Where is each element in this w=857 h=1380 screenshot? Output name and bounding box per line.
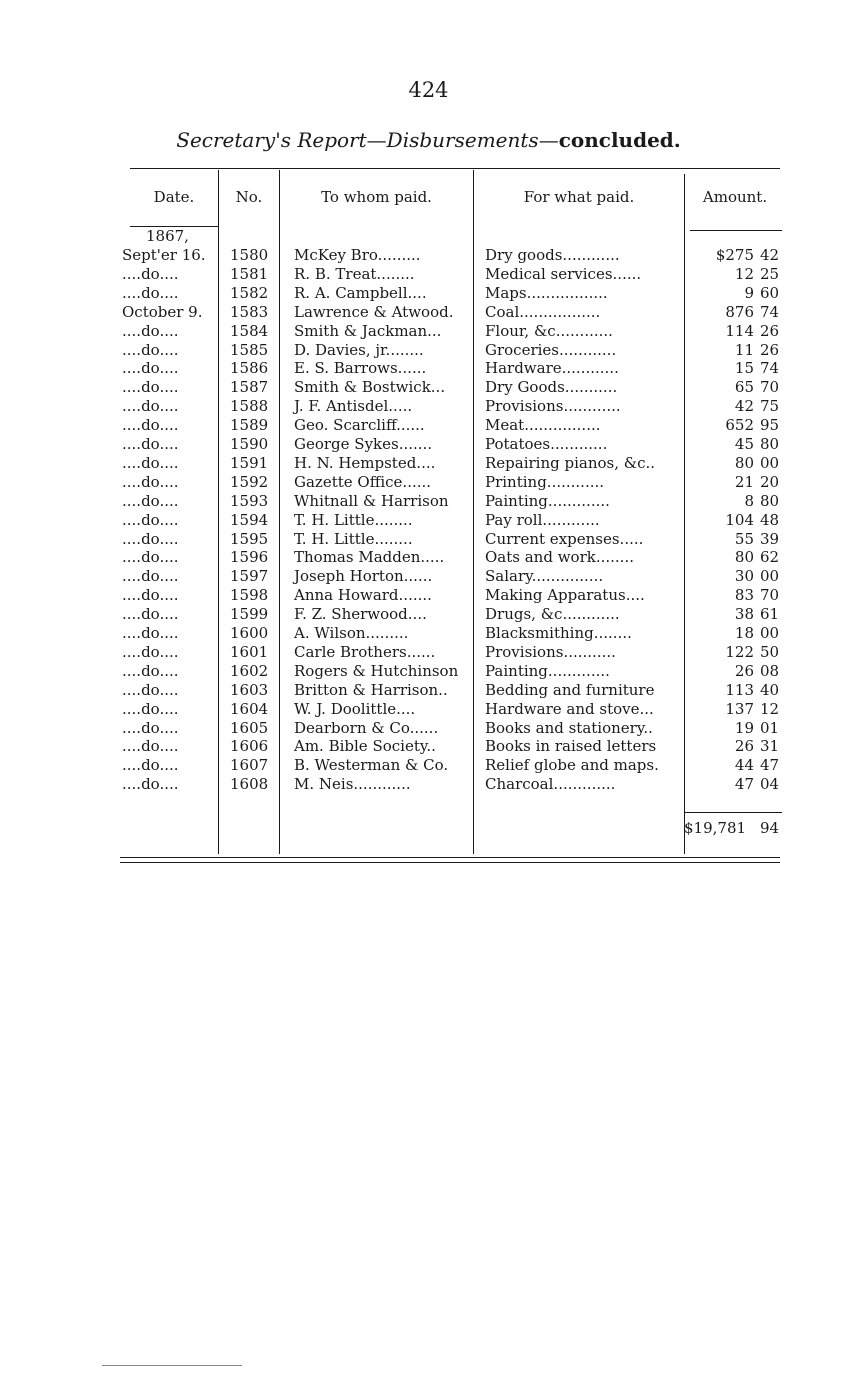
cell-paid-to: Smith & Jackman... (294, 321, 442, 340)
year-label: 1867, (146, 227, 189, 245)
cell-amount-cents: 70 (760, 378, 780, 397)
table-row (0, 378, 857, 397)
cell-amount-dollars: 26 (734, 661, 754, 680)
cell-date: ....do.... (122, 605, 179, 624)
column-header-paid-to: To whom paid. (321, 188, 432, 206)
cell-number: 1585 (230, 340, 269, 359)
cell-number: 1591 (230, 453, 269, 472)
table-row (0, 284, 857, 303)
cell-paid-for: Salary............... (485, 567, 604, 586)
cell-paid-for: Repairing pianos, &c.. (485, 453, 656, 472)
cell-number: 1584 (230, 321, 269, 340)
cell-amount-cents: 31 (760, 737, 780, 756)
cell-paid-to: Rogers & Hutchinson (294, 661, 459, 680)
heading-concluded: concluded. (558, 128, 681, 152)
heading-dash-2: — (538, 128, 559, 152)
cell-paid-for: Dry goods............ (485, 246, 620, 264)
cell-date: ....do.... (122, 718, 179, 737)
cell-number: 1593 (230, 491, 269, 510)
total-rule (684, 812, 782, 813)
cell-amount-cents: 01 (760, 718, 780, 737)
cell-paid-for: Blacksmithing........ (485, 624, 632, 642)
cell-number: 1587 (230, 378, 269, 397)
table-row (0, 454, 857, 473)
cell-paid-to: H. N. Hempsted.... (294, 453, 436, 472)
cell-number: 1601 (230, 642, 269, 661)
cell-amount-cents: 12 (760, 699, 780, 718)
cell-amount-cents: 62 (760, 548, 780, 567)
cell-amount-dollars: 9 (744, 283, 754, 302)
table-row (0, 586, 857, 605)
cell-amount-dollars: 47 (734, 775, 754, 794)
cell-paid-for: Current expenses..... (485, 529, 644, 548)
cell-amount-dollars: 65 (734, 378, 754, 397)
cell-amount-dollars: 83 (734, 586, 754, 605)
cell-amount-cents: 61 (760, 605, 780, 624)
cell-paid-for: Books in raised letters (485, 737, 657, 756)
cell-amount-dollars: 12 (734, 264, 754, 283)
cell-date: ....do.... (122, 283, 179, 302)
table-row (0, 341, 857, 360)
cell-number: 1594 (230, 510, 269, 529)
cell-amount-dollars: 55 (734, 529, 754, 548)
cell-number: 1586 (230, 359, 269, 378)
cell-paid-to: Am. Bible Society.. (294, 737, 436, 756)
cell-date: ....do.... (122, 624, 179, 642)
cell-amount-cents: 80 (760, 491, 780, 510)
cell-amount-dollars: 18 (734, 624, 754, 642)
cell-amount-cents: 80 (760, 435, 780, 453)
cell-paid-for: Medical services...... (485, 264, 642, 283)
table-row (0, 681, 857, 700)
cell-paid-to: Whitnall & Harrison (294, 491, 449, 510)
cell-date: ....do.... (122, 491, 179, 510)
total-cents: 94 (760, 819, 780, 837)
table-row (0, 643, 857, 662)
cell-paid-for: Hardware............ (485, 359, 619, 378)
cell-amount-cents: 00 (760, 567, 780, 586)
cell-paid-for: Maps................. (485, 283, 608, 302)
cell-amount-dollars: 38 (734, 605, 754, 624)
cell-paid-to: T. H. Little........ (294, 510, 413, 529)
cell-paid-to: R. A. Campbell.... (294, 283, 427, 302)
table-row (0, 492, 857, 511)
cell-number: 1595 (230, 529, 269, 548)
cell-date: ....do.... (122, 453, 179, 472)
cell-paid-to: Smith & Bostwick... (294, 378, 446, 397)
heading-report: Secretary's Report (176, 128, 367, 152)
heading-dash-1: — (366, 128, 387, 152)
table-row (0, 567, 857, 586)
cell-date: ....do.... (122, 775, 179, 794)
table-row (0, 775, 857, 794)
cell-date: ....do.... (122, 397, 179, 416)
cell-amount-cents: 60 (760, 283, 780, 302)
table-bottom-rule-1 (120, 857, 780, 858)
cell-amount-cents: 74 (760, 359, 780, 378)
cell-amount-dollars: 26 (734, 737, 754, 756)
cell-amount-dollars: 21 (734, 472, 754, 491)
cell-number: 1603 (230, 680, 269, 699)
cell-amount-dollars: 80 (734, 453, 754, 472)
cell-amount-dollars: 11 (734, 340, 754, 359)
cell-amount-dollars: 42 (734, 397, 754, 416)
cell-date: ....do.... (122, 737, 179, 756)
table-row (0, 548, 857, 567)
cell-amount-cents: 00 (760, 453, 780, 472)
table-row (0, 605, 857, 624)
cell-number: 1592 (230, 472, 269, 491)
cell-date: ....do.... (122, 416, 179, 435)
cell-date: Sept'er 16. (122, 246, 206, 264)
cell-paid-for: Making Apparatus.... (485, 586, 645, 605)
column-header-no: No. (235, 188, 263, 206)
cell-paid-to: McKey Bro......... (294, 246, 421, 264)
cell-amount-dollars: 15 (734, 359, 754, 378)
cell-paid-for: Flour, &c............ (485, 321, 613, 340)
cell-number: 1598 (230, 586, 269, 605)
cell-paid-to: Gazette Office...... (294, 472, 432, 491)
cell-amount-dollars: 104 (725, 510, 754, 529)
cell-amount-cents: 48 (760, 510, 780, 529)
page-heading (0, 128, 857, 152)
cell-amount-cents: 40 (760, 680, 780, 699)
table-row (0, 359, 857, 378)
table-row (0, 397, 857, 416)
cell-amount-dollars: 19 (734, 718, 754, 737)
cell-date: ....do.... (122, 378, 179, 397)
table-row (0, 737, 857, 756)
cell-number: 1583 (230, 302, 269, 321)
cell-number: 1588 (230, 397, 269, 416)
cell-date: ....do.... (122, 359, 179, 378)
cell-paid-to: Dearborn & Co...... (294, 718, 439, 737)
cell-paid-to: B. Westerman & Co. (294, 756, 449, 775)
cell-number: 1599 (230, 605, 269, 624)
cell-date: ....do.... (122, 510, 179, 529)
cell-paid-to: A. Wilson......... (294, 624, 409, 642)
cell-paid-to: Britton & Harrison.. (294, 680, 448, 699)
cell-date: ....do.... (122, 529, 179, 548)
cell-paid-to: Carle Brothers...... (294, 642, 436, 661)
cell-paid-for: Charcoal............. (485, 775, 616, 794)
cell-amount-dollars: 8 (744, 491, 754, 510)
table-row (0, 416, 857, 435)
cell-number: 1605 (230, 718, 269, 737)
table-row (0, 473, 857, 492)
cell-amount-cents: 74 (760, 302, 780, 321)
cell-paid-to: M. Neis............ (294, 775, 411, 794)
cell-paid-to: D. Davies, jr........ (294, 340, 424, 359)
cell-paid-to: T. H. Little........ (294, 529, 413, 548)
table-row (0, 719, 857, 738)
table-row (0, 700, 857, 719)
cell-amount-dollars: 876 (725, 302, 754, 321)
cell-amount-cents: 04 (760, 775, 780, 794)
cell-paid-for: Coal................. (485, 302, 601, 321)
cell-date: ....do.... (122, 680, 179, 699)
total-dollars: $19,781 (684, 819, 747, 837)
cell-number: 1581 (230, 264, 269, 283)
cell-paid-to: F. Z. Sherwood.... (294, 605, 427, 624)
table-row (0, 511, 857, 530)
cell-date: ....do.... (122, 264, 179, 283)
cell-date: ....do.... (122, 472, 179, 491)
cell-amount-dollars: 44 (734, 756, 754, 775)
cell-date: ....do.... (122, 586, 179, 605)
cell-amount-dollars: 114 (725, 321, 754, 340)
cell-number: 1607 (230, 756, 269, 775)
cell-number: 1608 (230, 775, 269, 794)
header-bottom-rule-amount (690, 230, 782, 231)
cell-date: ....do.... (122, 548, 179, 567)
cell-amount-cents: 26 (760, 321, 780, 340)
cell-paid-to: Geo. Scarcliff...... (294, 416, 425, 435)
cell-paid-for: Relief globe and maps. (485, 756, 659, 775)
cell-amount-dollars: 137 (725, 699, 754, 718)
cell-paid-for: Books and stationery.. (485, 718, 653, 737)
cell-paid-for: Groceries............ (485, 340, 617, 359)
cell-date: ....do.... (122, 756, 179, 775)
cell-paid-for: Dry Goods........... (485, 378, 618, 397)
cell-amount-dollars: 122 (725, 642, 754, 661)
cell-amount-dollars: 113 (725, 680, 754, 699)
cell-amount-cents: 95 (760, 416, 780, 435)
cell-amount-dollars: 80 (734, 548, 754, 567)
cell-date: ....do.... (122, 661, 179, 680)
heading-disbursements: Disbursements (386, 128, 539, 152)
cell-number: 1582 (230, 283, 269, 302)
cell-paid-for: Bedding and furniture (485, 680, 655, 699)
column-header-paid-for: For what paid. (523, 188, 635, 206)
cell-amount-cents: 00 (760, 624, 780, 642)
page-number: 424 (408, 78, 449, 102)
cell-amount-cents: 08 (760, 661, 780, 680)
cell-amount-cents: 20 (760, 472, 780, 491)
cell-number: 1580 (230, 246, 269, 264)
cell-number: 1600 (230, 624, 269, 642)
cell-amount-cents: 39 (760, 529, 780, 548)
cell-number: 1606 (230, 737, 269, 756)
cell-amount-cents: 26 (760, 340, 780, 359)
cell-date: ....do.... (122, 642, 179, 661)
cell-paid-to: George Sykes....... (294, 435, 433, 453)
cell-paid-for: Pay roll............ (485, 510, 600, 529)
cell-amount-cents: 42 (760, 246, 780, 264)
cell-paid-to: R. B. Treat........ (294, 264, 415, 283)
cell-paid-to: W. J. Doolittle.... (294, 699, 416, 718)
cell-paid-to: E. S. Barrows...... (294, 359, 427, 378)
cell-paid-for: Potatoes............ (485, 435, 608, 453)
cell-paid-to: J. F. Antisdel..... (294, 397, 413, 416)
cell-paid-for: Painting............. (485, 661, 610, 680)
cell-amount-dollars: 45 (734, 435, 754, 453)
cell-paid-for: Drugs, &c............ (485, 605, 620, 624)
column-header-amount: Amount. (702, 188, 768, 206)
table-top-rule (130, 168, 780, 169)
cell-paid-for: Painting............. (485, 491, 610, 510)
cell-amount-dollars: 30 (734, 567, 754, 586)
cell-date: ....do.... (122, 340, 179, 359)
table-row (0, 303, 857, 322)
cell-paid-to: Lawrence & Atwood. (294, 302, 454, 321)
cell-paid-for: Printing............ (485, 472, 605, 491)
table-row (0, 756, 857, 775)
cell-amount-cents: 25 (760, 264, 780, 283)
cell-paid-for: Provisions........... (485, 642, 616, 661)
table-row (0, 435, 857, 454)
cell-date: ....do.... (122, 321, 179, 340)
cell-paid-for: Oats and work........ (485, 548, 634, 567)
cell-date: ....do.... (122, 699, 179, 718)
cell-amount-cents: 70 (760, 586, 780, 605)
table-row (0, 246, 857, 265)
table-bottom-rule-2 (120, 862, 780, 863)
cell-date: ....do.... (122, 435, 179, 453)
cell-amount-cents: 50 (760, 642, 780, 661)
table-row (0, 322, 857, 341)
cell-paid-to: Joseph Horton...... (294, 567, 433, 586)
column-header-date: Date. (153, 188, 195, 206)
cell-date: October 9. (122, 302, 203, 321)
page-footer-line (102, 1365, 242, 1366)
cell-amount-dollars: 652 (725, 416, 754, 435)
cell-number: 1602 (230, 661, 269, 680)
table-row (0, 662, 857, 681)
cell-date: ....do.... (122, 567, 179, 586)
cell-paid-for: Hardware and stove... (485, 699, 654, 718)
table-row (0, 624, 857, 643)
cell-amount-cents: 47 (760, 756, 780, 775)
cell-number: 1589 (230, 416, 269, 435)
cell-number: 1604 (230, 699, 269, 718)
cell-paid-to: Anna Howard....... (294, 586, 432, 605)
cell-number: 1590 (230, 435, 269, 453)
cell-amount-cents: 75 (760, 397, 780, 416)
cell-number: 1596 (230, 548, 269, 567)
cell-amount-dollars: $275 (715, 246, 754, 264)
cell-paid-for: Provisions............ (485, 397, 621, 416)
cell-paid-for: Meat................ (485, 416, 601, 435)
table-row (0, 265, 857, 284)
cell-number: 1597 (230, 567, 269, 586)
table-row (0, 530, 857, 549)
cell-paid-to: Thomas Madden..... (294, 548, 445, 567)
